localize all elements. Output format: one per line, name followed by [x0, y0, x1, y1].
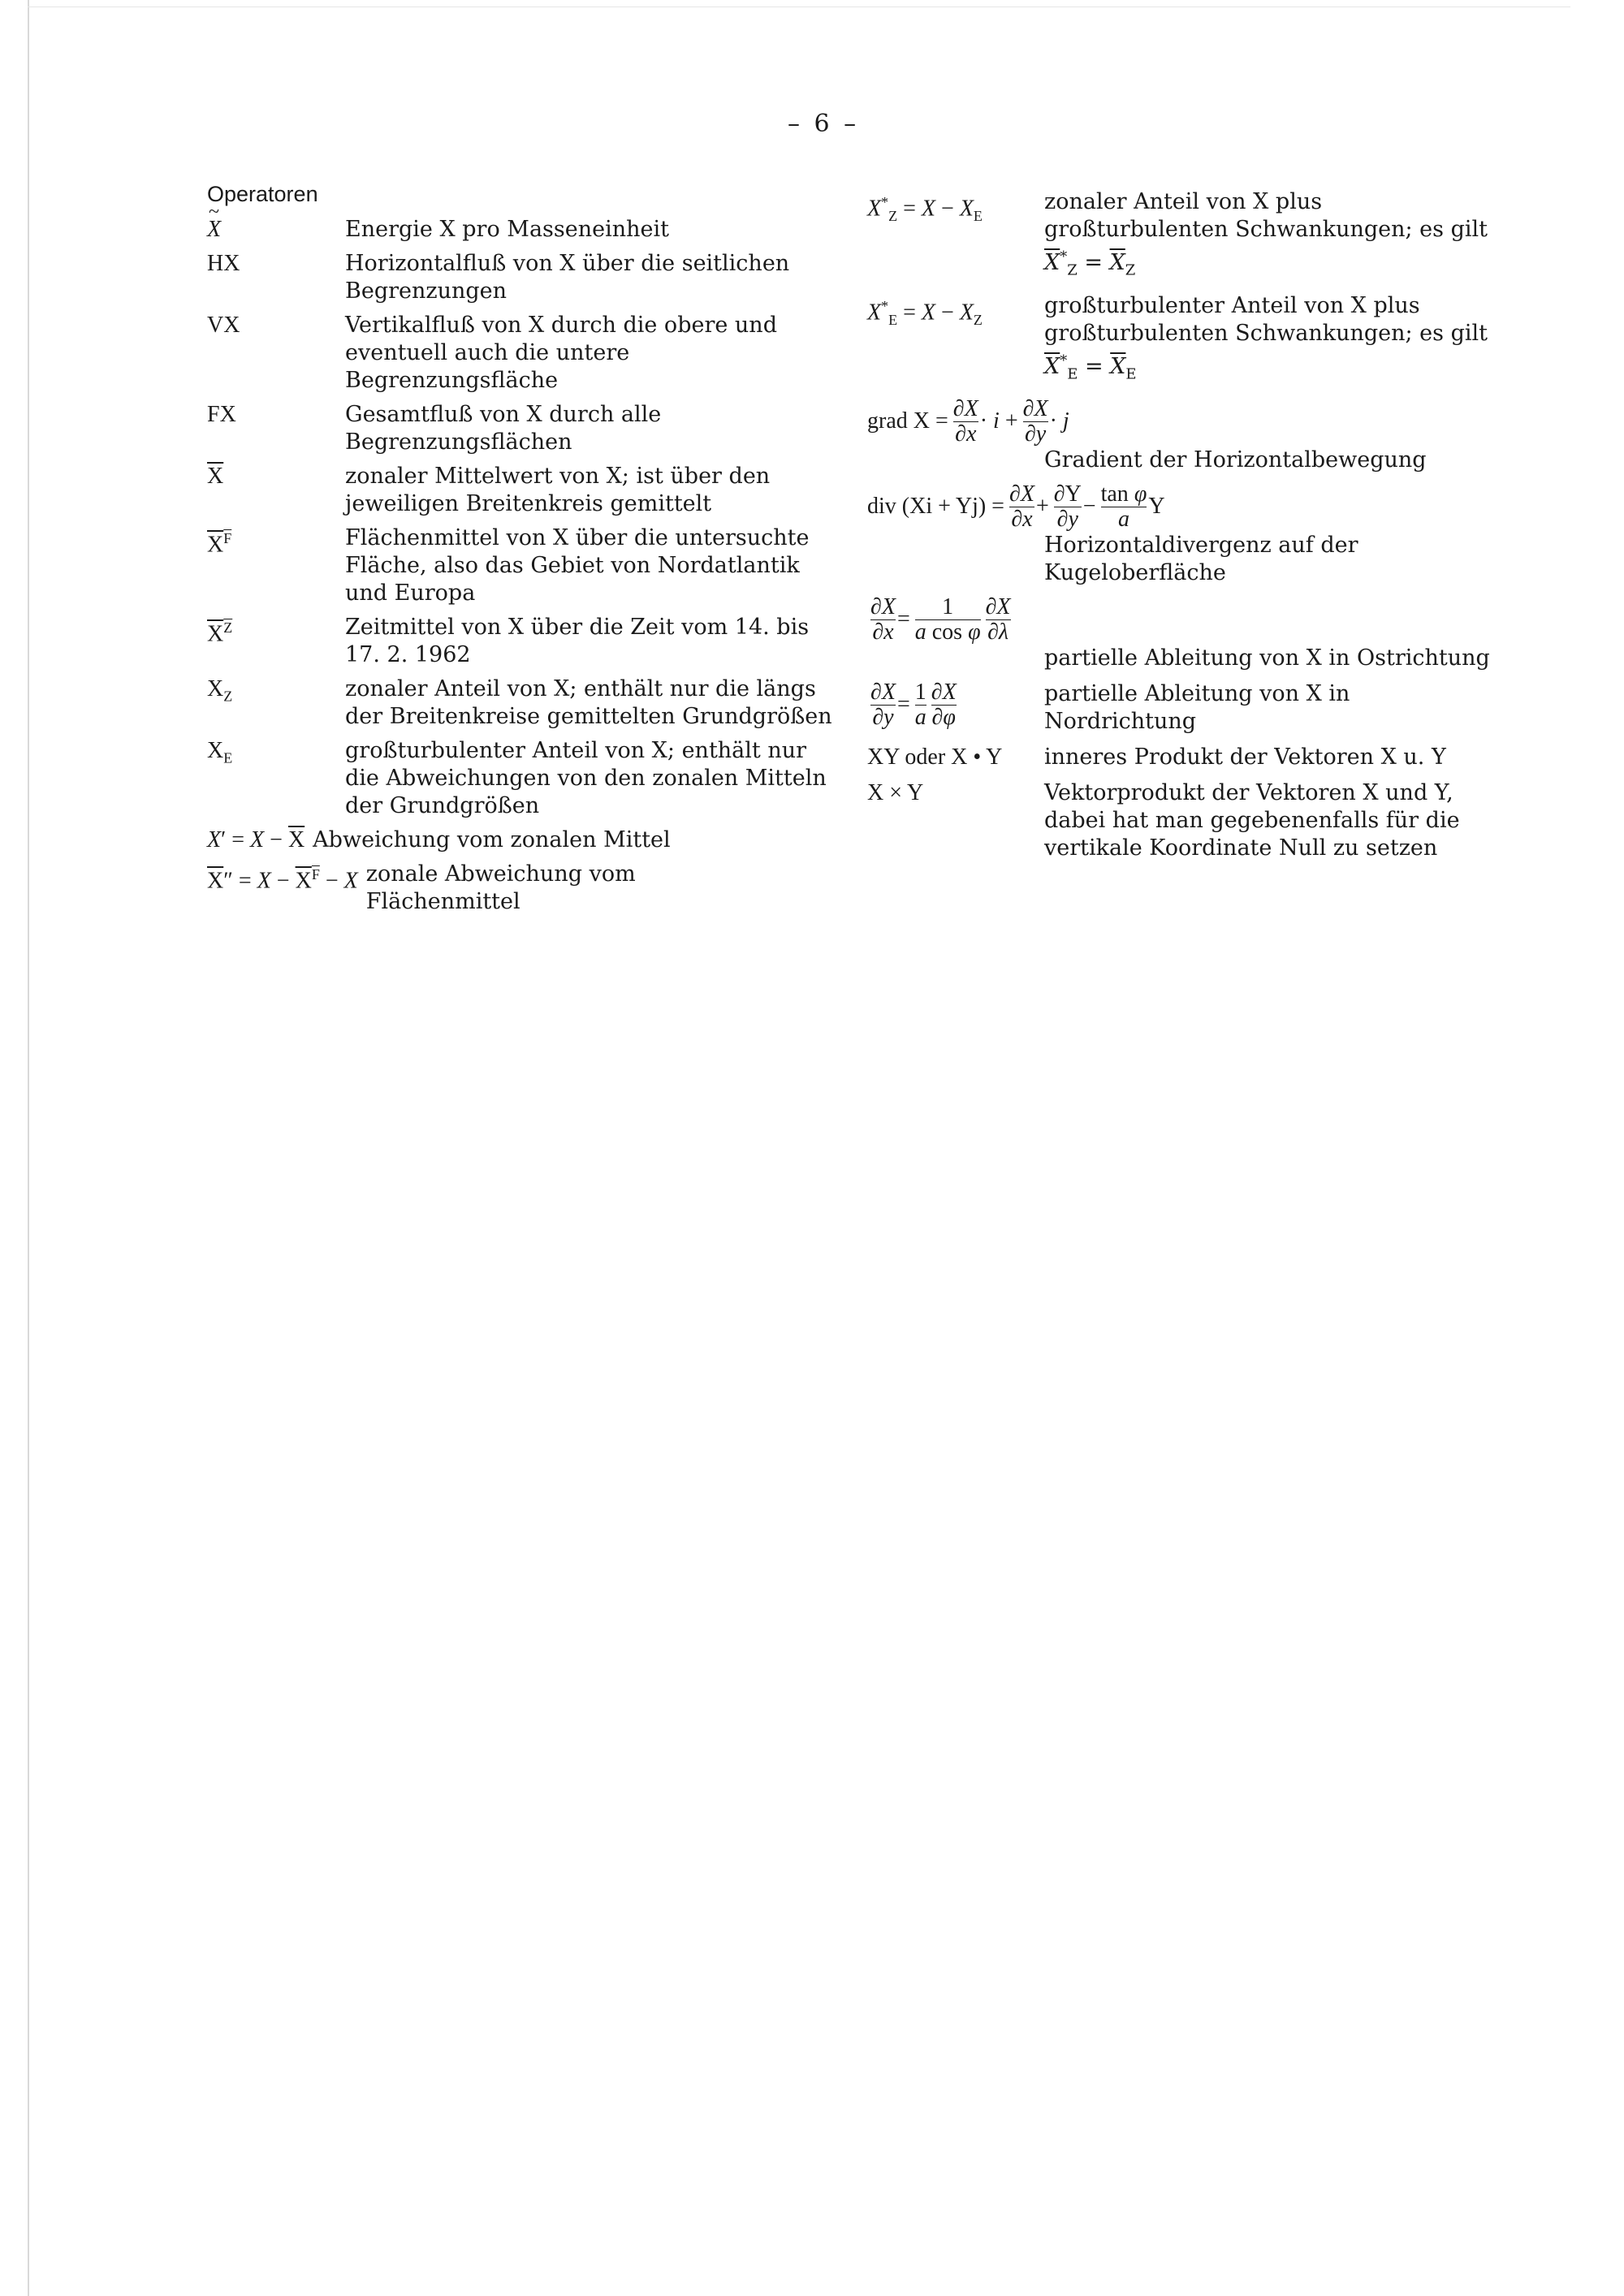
page-number: – 6 – — [788, 110, 860, 138]
fraction: $\frac{\text{tan φ}}{a}$ — [1100, 481, 1147, 532]
operator-description-text: zonaler Anteil von X plus großturbulenten Schwankungen; es gilt — [1044, 189, 1488, 242]
operator-row — [867, 744, 1509, 771]
operator-description: partielle Ableitung von X in Nordrichtung — [1044, 680, 1350, 734]
operator-row — [867, 188, 1509, 284]
operator-row — [867, 779, 1509, 862]
operator-symbol: $\overline{X}'' = X - \overline{X}^{\overline{F}} - X$ — [207, 866, 358, 894]
operator-description — [1044, 292, 1509, 388]
operator-symbol: HX — [207, 251, 240, 276]
fraction: $\frac{\partial X}{\partial x}$ — [952, 395, 978, 447]
operator-symbol: $X_E$ — [207, 738, 233, 766]
divergence-formula: div (Xi + Yj) = $\frac{\partial X}{\partial x}$ + $\frac{\partial Y}{\partial y}$ − $\frac{\text{tan φ}}{a}$ Y — [867, 481, 1165, 532]
north-derivative-formula: $\frac{\partial X}{\partial y}$ = $\frac{1}{a}$ $\frac{\partial X}{\partial\varphi}$ — [870, 679, 957, 730]
operator-description: großturbulenter Anteil von X; enthält nur die Abweichungen von den zonalen Mitteln der Grundgrößen — [345, 738, 827, 818]
operator-description: Abweichung vom zonalen Mittel — [313, 827, 671, 852]
operator-symbol: $X' = X - \overline{X}$ — [207, 827, 305, 852]
operator-row — [207, 401, 832, 456]
fraction: $\frac{\partial X}{\partial\lambda}$ — [985, 593, 1011, 645]
fraction: $\frac{\partial Y}{\partial y}$ — [1053, 481, 1082, 532]
operator-description: Vektorprodukt der Vektoren X und Y, dabei hat man gegebenenfalls für die vertikale Koordinate Null zu setzen — [1044, 779, 1460, 861]
operator-row — [867, 680, 1509, 736]
gradient-formula: grad X = $\frac{\partial X}{\partial x}$ · i + $\frac{\partial X}{\partial y}$ · j — [867, 395, 1069, 447]
operator-description: Gradient der Horizontalbewegung — [1044, 447, 1427, 473]
operator-symbol: $\overline{X}^{\overline{Z}}$ — [207, 619, 233, 647]
operator-symbol: $X_Z$ — [207, 676, 233, 705]
operator-symbol: $\overline{X}$ — [207, 464, 224, 489]
section-heading: Operatoren — [207, 182, 318, 206]
operator-symbol: X × Y — [867, 779, 924, 805]
operator-symbol: $X^*_E = X - X_Z$ — [867, 298, 983, 329]
operator-description: Horizontaldivergenz auf der Kugeloberfläche — [1044, 532, 1358, 585]
operator-row — [207, 312, 832, 395]
identity-formula: $\overline{X}^*_E = \overline{X}_E$ — [1044, 352, 1137, 383]
operator-description: zonale Abweichung vom Flächenmittel — [365, 861, 636, 914]
operator-symbol: $X^*_Z = X - X_E$ — [867, 194, 983, 224]
identity-formula: $\overline{X}^*_Z = \overline{X}_Z$ — [1044, 248, 1136, 279]
operator-symbol: $\overline{X}^{\overline{F}}$ — [207, 530, 232, 558]
operator-description: partielle Ableitung von X in Ostrichtung — [1044, 645, 1490, 671]
operator-row — [207, 463, 832, 518]
fraction: $\frac{1}{a}$ — [914, 679, 926, 730]
operator-row — [207, 614, 832, 669]
operator-row — [207, 250, 832, 305]
operator-row — [867, 292, 1509, 388]
operator-description — [1044, 188, 1509, 284]
operator-description: Vertikalfluß von X durch die obere und eventuell auch die untere Begrenzungsfläche — [345, 313, 777, 393]
operator-symbol — [867, 680, 1044, 736]
operator-description: Flächenmittel von X über die untersuchte Fläche, also das Gebiet von Nordatlantik und Europa — [345, 525, 810, 606]
fraction: $\frac{\partial X}{\partial\varphi}$ — [931, 679, 957, 730]
fraction: $\frac{\partial X}{\partial y}$ — [870, 679, 896, 730]
operator-description: Energie X pro Masseneinheit — [345, 217, 669, 242]
operator-row — [207, 675, 832, 731]
operator-description: zonaler Anteil von X; enthält nur die längs der Breitenkreise gemittelten Grundgrößen — [345, 676, 832, 729]
page-top-edge — [28, 6, 1570, 7]
operator-symbol: FX — [207, 402, 236, 427]
operator-description: Horizontalfluß von X über die seitlichen Begrenzungen — [345, 251, 790, 304]
formula-label: div (Xi + Yj) = — [867, 494, 1004, 520]
operator-symbol: ~ X — [207, 216, 345, 244]
fraction: $\frac{\partial X}{\partial y}$ — [1022, 395, 1048, 447]
operator-description: inneres Produkt der Vektoren X u. Y — [1044, 744, 1446, 770]
operator-description: Zeitmittel von X über die Zeit vom 14. bis 17. 2. 1962 — [345, 615, 810, 667]
fraction: $\frac{\partial X}{\partial x}$ — [870, 593, 896, 645]
operator-row — [207, 861, 832, 916]
page-left-edge — [28, 0, 29, 2296]
operator-row — [207, 216, 832, 244]
formula-label: grad X = — [867, 408, 948, 434]
operator-description: zonaler Mittelwert von X; ist über den jeweiligen Breitenkreis gemittelt — [345, 464, 771, 516]
operator-row — [207, 524, 832, 607]
operator-symbol: XY oder X • Y — [867, 744, 1003, 770]
operator-row — [207, 826, 832, 854]
operator-row — [207, 737, 832, 820]
operator-symbol: VX — [207, 313, 240, 338]
operators-column-right — [867, 188, 1509, 870]
operator-description-text: großturbulenter Anteil von X plus großturbulenten Schwankungen; es gilt — [1044, 293, 1488, 347]
operator-description: Gesamtfluß von X durch alle Begrenzungsflächen — [345, 402, 662, 455]
fraction: $\frac{1}{\text{a cos φ}}$ — [914, 593, 981, 645]
fraction: $\frac{\partial X}{\partial x}$ — [1009, 481, 1034, 532]
east-derivative-formula: $\frac{\partial X}{\partial x}$ = $\frac{1}{\text{a cos φ}}$ $\frac{\partial X}{\partial\lambda}$ — [870, 593, 1011, 645]
operators-column-left — [207, 180, 832, 922]
